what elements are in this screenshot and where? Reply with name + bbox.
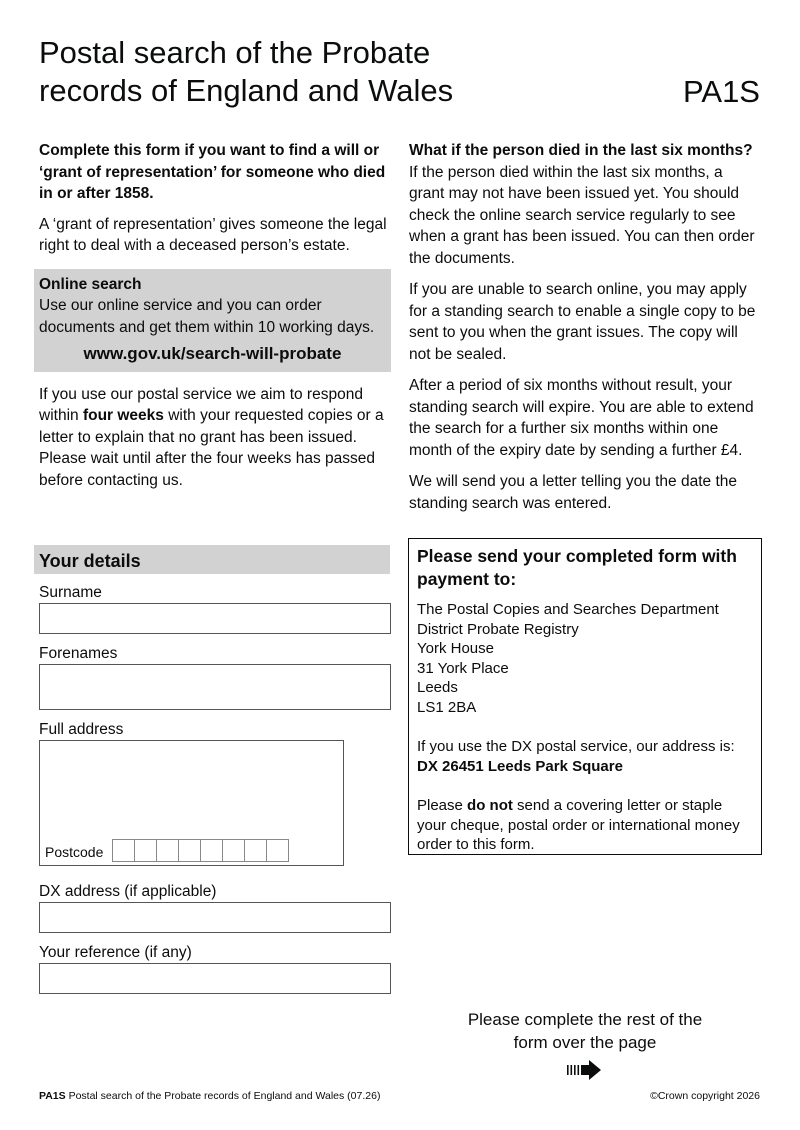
reference-field[interactable] (39, 963, 391, 994)
postcode-cell[interactable] (178, 839, 201, 862)
online-search-link[interactable]: www.gov.uk/search-will-probate (83, 344, 342, 363)
six-months-para-1: If the person died within the last six months, a grant may not have been issued yet. You should check the online search service regularly to see when a grant has been issued. You can then order the documents. (409, 163, 755, 267)
dx-address-field[interactable] (39, 902, 391, 933)
footer-form-info (39, 1090, 380, 1102)
online-search-text: Use our online service and you can order documents and get them within 10 working days. (39, 297, 375, 336)
address-line: District Probate Registry (417, 620, 579, 638)
online-search-title: Online search (39, 275, 142, 293)
postal-text-start: If you use our postal service we aim to respond within (39, 385, 363, 424)
reference-label: Your reference (if any) (39, 944, 192, 961)
postcode-cell[interactable] (244, 839, 267, 862)
continue-line-2: form over the page (513, 1033, 657, 1052)
address-line: 31 York Place (417, 659, 509, 677)
online-search-box (34, 269, 391, 372)
six-months-heading: What if the person died in the last six months? (409, 142, 753, 159)
surname-field[interactable] (39, 603, 391, 634)
intro-lead: Complete this form if you want to find a will or ‘grant of representation’ for someone who died in or after 1858. (39, 142, 386, 202)
postal-text-end: with your requested copies or a letter to explain that no grant has been issued. Please wait until after the four weeks has passed before contacting us. (39, 407, 384, 489)
dx-address-label: DX address (if applicable) (39, 883, 217, 900)
continue-note (440, 1008, 730, 1054)
covering-letter-note (417, 796, 753, 855)
title-line-1: Postal search of the Probate (39, 35, 431, 70)
your-details-heading: Your details (34, 545, 390, 574)
address-line: LS1 2BA (417, 698, 477, 716)
note-start: Please (417, 797, 468, 814)
surname-label: Surname (39, 584, 102, 601)
six-months-para-4: We will send you a letter telling you the date the standing search was entered. (409, 473, 737, 512)
send-to-title: Please send your completed form with payment to: (417, 546, 737, 589)
footer-form-title: Postal search of the Probate records of England and Wales (07.26) (68, 1090, 381, 1102)
forenames-label: Forenames (39, 645, 118, 662)
address-line: York House (417, 640, 494, 657)
postcode-cell[interactable] (200, 839, 223, 862)
six-months-para-3: After a period of six months without result, your standing search will expire. You are able to extend the search for a further six months within one month of the expiry date by sending a further £4. (409, 377, 754, 459)
arrow-right-icon (566, 1059, 602, 1081)
postal-service-text (39, 384, 391, 492)
footer-copyright: ©Crown copyright 2026 (650, 1090, 760, 1102)
dx-note-start: If you use the DX postal service, our address is: (417, 738, 735, 755)
address-line: The Postal Copies and Searches Department (417, 601, 719, 618)
note-emphasis: do not (467, 797, 513, 814)
postcode-cell[interactable] (266, 839, 289, 862)
footer-form-code: PA1S (39, 1090, 66, 1102)
continue-line-1: Please complete the rest of the (467, 1010, 703, 1029)
send-to-box (408, 538, 762, 855)
postcode-label: Postcode (45, 844, 104, 860)
postal-text-emphasis: four weeks (82, 407, 164, 424)
postcode-field[interactable] (112, 839, 288, 862)
intro-column (39, 140, 391, 491)
postcode-cell[interactable] (112, 839, 135, 862)
title-line-2: records of England and Wales (39, 73, 454, 108)
grant-definition: A ‘grant of representation’ gives someone the legal right to deal with a deceased person’s estate. (39, 215, 387, 254)
page-title (39, 34, 599, 110)
dx-address-note (417, 737, 753, 776)
postcode-cell[interactable] (222, 839, 245, 862)
note-end: send a covering letter or staple your cheque, postal order or international money order to this form. (417, 797, 740, 853)
form-code: PA1S (683, 74, 760, 109)
six-months-column (409, 140, 761, 524)
address-label: Full address (39, 721, 124, 738)
postcode-cell[interactable] (134, 839, 157, 862)
forenames-field[interactable] (39, 664, 391, 710)
dx-note-address: DX 26451 Leeds Park Square (417, 757, 623, 775)
six-months-para-2: If you are unable to search online, you may apply for a standing search to enable a single copy to be sent to you when the grant issues. The copy will not be sealed. (409, 281, 756, 363)
postcode-cell[interactable] (156, 839, 179, 862)
address-line: Leeds (417, 679, 458, 696)
